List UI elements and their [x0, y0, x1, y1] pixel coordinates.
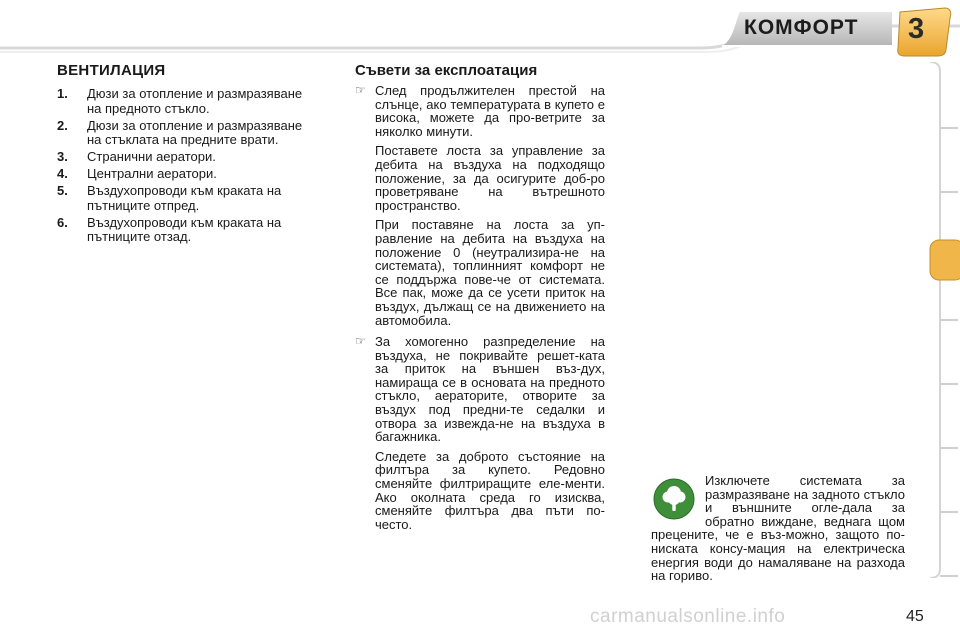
list-item: 2. Дюзи за отопление и размразяване на стъклата на предните врати. — [57, 117, 303, 148]
side-tab-active[interactable] — [930, 240, 960, 280]
side-tabs[interactable] — [924, 62, 960, 578]
tip-paragraph: Следете за доброто състояние на филтъра за купето. Редовно сменяйте филтриращите еле-менти. Ако околната среда го изисква, сменяйте филтъра два пъти по-често. — [375, 448, 605, 532]
ventilation-title: ВЕНТИЛАЦИЯ — [57, 62, 166, 79]
list-item: 6. Въздухопроводи към краката на пътниците отзад. — [57, 214, 282, 245]
eco-tree-icon — [653, 478, 695, 520]
list-item: 4. Централни аератори. — [57, 166, 217, 182]
tip-paragraph: При поставяне на лоста за уп-равление на дебита на въздуха на положение 0 (неутрализира-не на системата), топлинният комфорт не се поддържа пове-че от системата. Все пак, може да се усети приток на въздух, дължащ се на движението на автомобила. — [375, 217, 605, 328]
tip-paragraph: За хомогенно разпределение на въздуха, не покривайте решет-ката за приток на външен въз-дух, намираща се в основата на предното стъкло, аераторите, отворите за въздух под предни-те седалки и отвора за извежда-не на въздуха в багажника. — [375, 334, 605, 445]
tips-section — [355, 84, 605, 537]
eco-note — [651, 474, 905, 583]
list-item: 3. Странични аератори. — [57, 149, 216, 165]
ventilation-list — [57, 87, 305, 247]
pointing-hand-icon: ☞ — [355, 334, 366, 349]
pointing-hand-icon: ☞ — [355, 83, 366, 97]
list-item: 5. Въздухопроводи към краката на пътниците отпред. — [57, 183, 282, 213]
page-number: 45 — [906, 608, 924, 625]
watermark: carmanualsonline.info — [590, 606, 786, 627]
eco-note-text: Изключете системата за размразяване на задното стъкло и външните огле-дала за обратно виждане, веднага щом прецените, че е въз-можно, защото по-ниската консу-мация на електрическа енергия води до намаляване на разхода на гориво. — [651, 473, 905, 584]
list-item: 1. Дюзи за отопление и размразяване на предното стъкло. — [57, 86, 303, 116]
tip-item — [355, 84, 605, 333]
tips-title: Съвети за експлоатация — [355, 62, 538, 79]
tip-item — [355, 335, 605, 537]
chapter-number: 3 — [908, 13, 925, 45]
tip-paragraph: След продължителен престой на слънце, ако температурата в купето е висока, можете да про-ветрите за няколко минути. — [375, 83, 605, 139]
chapter-title: КОМФОРТ — [744, 16, 859, 39]
tip-paragraph: Поставете лоста за управление за дебита на въздуха на подходящо положение, за да осигурите доб-ро проветряване на вътрешното пространство. — [375, 143, 605, 213]
